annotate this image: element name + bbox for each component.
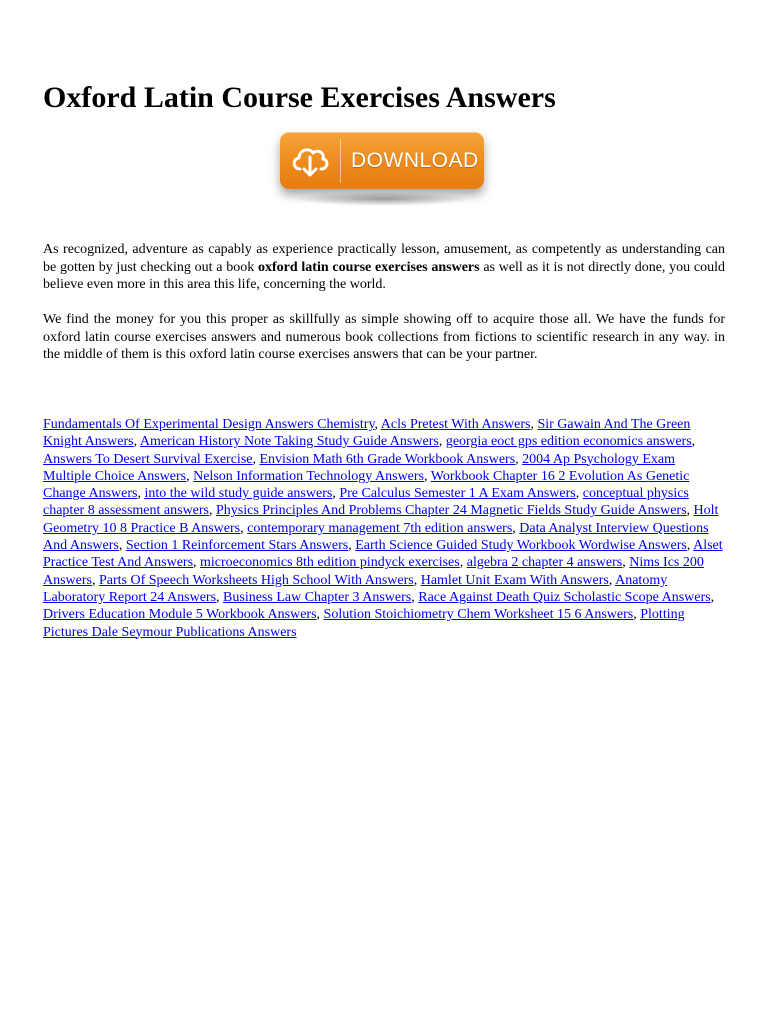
link-separator: ,: [92, 572, 99, 588]
link-separator: ,: [348, 538, 356, 554]
download-banner: [280, 132, 486, 212]
download-label: DOWNLOAD: [351, 148, 479, 172]
second-paragraph: We find the money for you this proper as skillfully as simple showing off to acquire those all. We have the funds for oxford latin course exercises answers and numerous book collections from fictions to scientific research in any way. in the middle of them is this oxford latin course exercises answers that can be your partner.: [43, 312, 725, 362]
related-link[interactable]: Workbook Chapter 16 2 Evolution As Genetic Change Answers: [43, 468, 690, 502]
link-separator: ,: [512, 520, 520, 536]
related-link[interactable]: Earth Science Guided Study Workbook Wordwise Answers: [355, 538, 687, 554]
intro-text-start: As recognized, adventure as capably as experience practically lesson, amusement, as competently as understanding can be gotten by just checking out a book: [43, 242, 725, 275]
link-separator: ,: [332, 486, 340, 502]
link-separator: ,: [686, 538, 694, 554]
related-link[interactable]: Data Analyst Interview Questions And Answers: [43, 520, 709, 554]
link-separator: ,: [438, 434, 446, 450]
related-link[interactable]: Acls Pretest With Answers: [380, 417, 531, 432]
intro-paragraph: [43, 241, 725, 294]
related-link[interactable]: georgia eoct gps edition economics answers: [445, 434, 692, 450]
link-separator: ,: [316, 607, 324, 623]
intro-bold-keyword: oxford latin course exercises answers: [258, 259, 480, 275]
related-link[interactable]: into the wild study guide answers: [144, 486, 333, 502]
related-link[interactable]: Fundamentals Of Experimental Design Answers Chemistry: [43, 417, 375, 432]
download-button[interactable]: [280, 132, 484, 189]
related-link[interactable]: Plotting Pictures Dale Seymour Publications Answers: [43, 607, 685, 640]
related-link[interactable]: Physics Principles And Problems Chapter 24 Magnetic Fields Study Guide Answers: [216, 503, 687, 519]
related-link[interactable]: American History Note Taking Study Guide Answers: [139, 434, 439, 450]
page-title: Oxford Latin Course Exercises Answers: [43, 81, 556, 114]
link-separator: ,: [515, 451, 523, 467]
link-separator: ,: [374, 417, 381, 432]
link-separator: ,: [530, 417, 538, 432]
related-link[interactable]: Solution Stoichiometry Chem Worksheet 15 6 Answers: [323, 607, 634, 623]
related-link[interactable]: Anatomy Laboratory Report 24 Answers: [43, 572, 668, 605]
link-separator: ,: [686, 503, 694, 519]
related-link[interactable]: Nims Ics 200 Answers: [43, 555, 704, 588]
related-link[interactable]: algebra 2 chapter 4 answers: [466, 555, 623, 571]
link-separator: ,: [608, 572, 616, 588]
related-links-list: [43, 416, 725, 641]
related-link[interactable]: Sir Gawain And The Green Knight Answers: [43, 417, 691, 450]
link-separator: ,: [137, 486, 145, 502]
link-separator: ,: [193, 555, 201, 571]
link-separator: ,: [633, 607, 641, 623]
related-link[interactable]: 2004 Ap Psychology Exam Multiple Choice Answers: [43, 451, 675, 484]
related-link[interactable]: microeconomics 8th edition pindyck exercises: [200, 555, 460, 571]
related-link[interactable]: conceptual physics chapter 8 assessment answers: [43, 486, 689, 519]
cloud-download-icon: [288, 139, 332, 183]
related-link[interactable]: Pre Calculus Semester 1 A Exam Answers: [339, 486, 576, 502]
link-separator: ,: [575, 486, 583, 502]
related-link[interactable]: Holt Geometry 10 8 Practice B Answers: [43, 503, 719, 536]
related-link[interactable]: Answers To Desert Survival Exercise: [43, 451, 253, 467]
related-link[interactable]: Section 1 Reinforcement Stars Answers: [125, 538, 349, 554]
link-separator: ,: [186, 468, 194, 484]
related-link[interactable]: Parts Of Speech Worksheets High School With Answers: [99, 572, 414, 588]
related-link[interactable]: Race Against Death Quiz Scholastic Scope Answers: [418, 589, 711, 605]
link-separator: ,: [216, 589, 224, 605]
related-link[interactable]: Nelson Information Technology Answers: [193, 468, 424, 484]
link-separator: ,: [118, 538, 126, 554]
related-link[interactable]: contemporary management 7th edition answers: [247, 520, 513, 536]
link-separator: ,: [413, 572, 421, 588]
link-separator: ,: [411, 589, 419, 605]
link-separator: ,: [710, 589, 715, 605]
link-separator: ,: [133, 434, 140, 450]
related-link[interactable]: Drivers Education Module 5 Workbook Answers: [43, 607, 317, 623]
link-separator: ,: [622, 555, 630, 571]
link-separator: ,: [209, 503, 217, 519]
download-shadow: [294, 192, 472, 206]
related-link[interactable]: Envision Math 6th Grade Workbook Answers: [259, 451, 516, 467]
related-link[interactable]: Alset Practice Test And Answers: [43, 538, 723, 571]
link-separator: ,: [252, 451, 260, 467]
link-separator: ,: [691, 434, 696, 450]
intro-text-end: as well as it is not directly done, you could believe even more in this area this life, concerning the world.: [43, 259, 726, 292]
link-separator: ,: [459, 555, 467, 571]
link-separator: ,: [424, 468, 431, 484]
link-separator: ,: [240, 520, 248, 536]
download-divider: [340, 139, 341, 183]
related-link[interactable]: Hamlet Unit Exam With Answers: [420, 572, 609, 588]
related-link[interactable]: Business Law Chapter 3 Answers: [223, 589, 412, 605]
